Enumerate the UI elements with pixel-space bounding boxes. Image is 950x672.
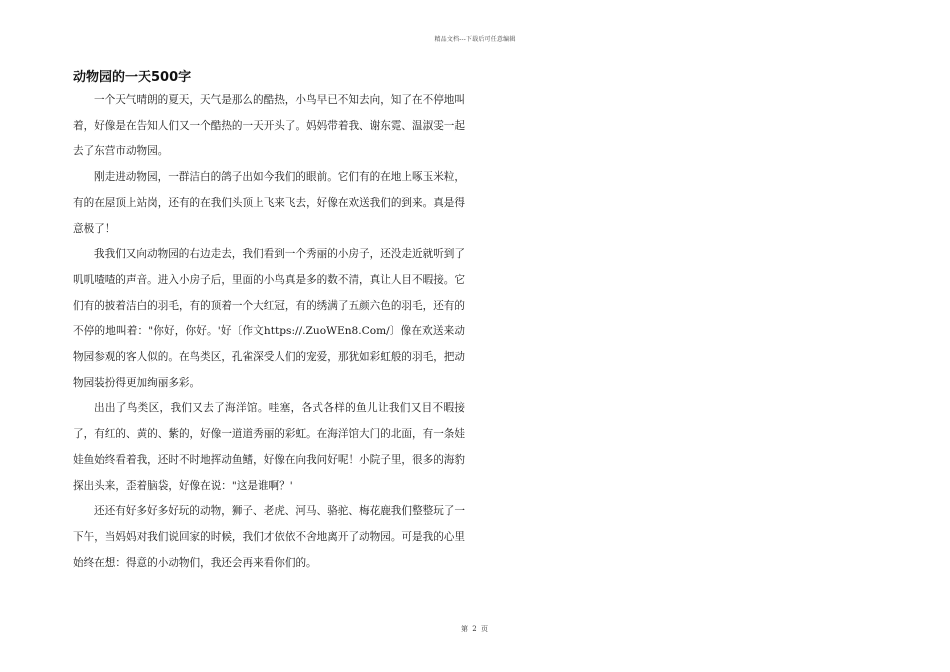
paragraph-4: 出出了鸟类区，我们又去了海洋馆。哇塞，各式各样的鱼儿让我们又目不暇接了，有红的、黄的、紫的，好像一道道秀丽的彩虹。在海洋馆大门的北面，有一条娃娃鱼始终看着我，还时不时地挥动鱼鳍，好像在向我问好呢！小院子里，很多的海豹探出头来，歪着脑袋，好像在说："这是谁啊？' [73, 402, 465, 492]
paragraph-5: 还还有好多好多好玩的动物，狮子、老虎、河马、骆驼、梅花鹿我们整整玩了一下午，当妈妈对我们说回家的时候，我们才依依不舍地离开了动物园。可是我的心里始终在想：得意的小动物们，我还会再来看你们的。 [73, 505, 465, 569]
page-number: 第 2 页 [461, 625, 489, 633]
document-title: 动物园的一天500字 [73, 70, 192, 85]
paragraph-1: 一个天气晴朗的夏天，天气是那么的酷热，小鸟早已不知去向，知了在不停地叫着，好像是在告知人们又一个酷热的一天开头了。妈妈带着我、谢东霓、温淑雯一起去了东营市动物园。 [73, 94, 465, 158]
paragraph-3: 我我们又向动物园的右边走去，我们看到一个秀丽的小房子，还没走近就听到了叽叽喳喳的声音。进入小房子后，里面的小鸟真是多的数不清，真让人目不暇接。它们有的披着洁白的羽毛，有的顶着一个大红冠，有的绣满了五颜六色的羽毛，还有的不停的地叫着："你好，你好。'好〔作文https://.ZuoWEn8.Com/〕像在欢送来动物园参观的客人似的。在鸟类区，孔雀深受人们的宠爱，那犹如彩虹般的羽毛，把动物园装扮得更加绚丽多彩。 [73, 248, 465, 389]
page-header: 精品文档---下载后可任意编辑 [434, 36, 516, 43]
document-body [73, 88, 465, 576]
paragraph-2: 刚走进动物园，一群洁白的鸽子出如今我们的眼前。它们有的在地上啄玉米粒，有的在屋顶上站岗，还有的在我们头顶上飞来飞去，好像在欢送我们的到来。真是得意极了！ [73, 171, 465, 235]
